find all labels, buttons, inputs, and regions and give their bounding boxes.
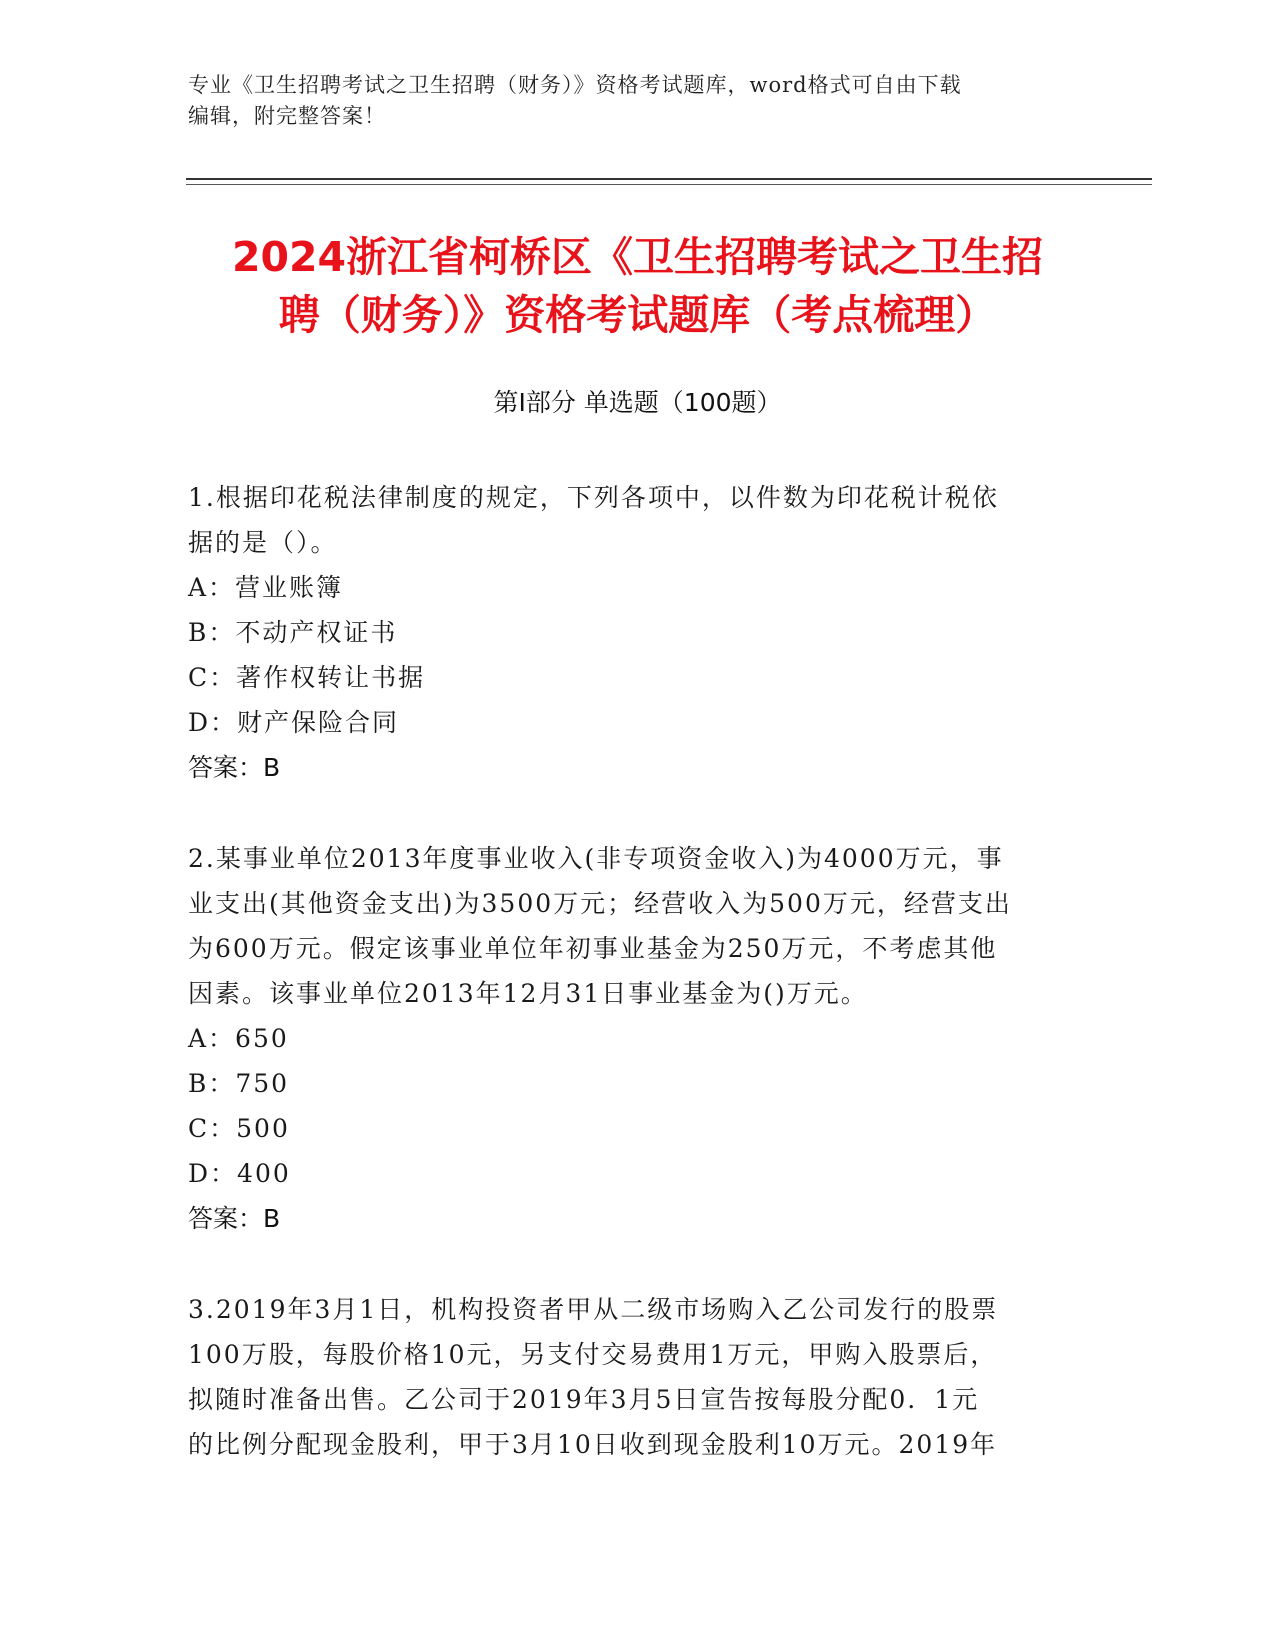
question-text-line: 2.某事业单位2013年度事业收入(非专项资金收入)为4000万元，事 xyxy=(188,844,1004,873)
question-2 xyxy=(188,836,1088,1241)
header-note xyxy=(188,70,1068,132)
question-1 xyxy=(188,475,1088,790)
option-d: D：400 xyxy=(188,1159,291,1188)
question-list xyxy=(188,475,1088,1513)
question-text-line: 为600万元。假定该事业单位年初事业基金为250万元，不考虑其他 xyxy=(188,934,998,963)
question-text-line: 100万股，每股价格10元，另支付交易费用1万元，甲购入股票后， xyxy=(188,1340,998,1369)
header-divider-thin xyxy=(186,184,1152,185)
question-text-line: 的比例分配现金股利，甲于3月10日收到现金股利10万元。2019年 xyxy=(188,1430,998,1459)
option-a: A：营业账簿 xyxy=(188,573,344,602)
header-note-line-1: 专业《卫生招聘考试之卫生招聘（财务）》资格考试题库，word格式可自由下载 xyxy=(188,73,962,97)
question-text-line: 3.2019年3月1日，机构投资者甲从二级市场购入乙公司发行的股票 xyxy=(188,1295,999,1324)
document-title xyxy=(160,228,1115,344)
question-text-line: 1.根据印花税法律制度的规定，下列各项中，以件数为印花税计税依 xyxy=(188,483,999,512)
option-c: C：500 xyxy=(188,1114,290,1143)
answer: 答案：B xyxy=(188,1204,281,1233)
option-d: D：财产保险合同 xyxy=(188,708,400,737)
header-note-line-2: 编辑，附完整答案！ xyxy=(188,104,386,128)
option-a: A：650 xyxy=(188,1024,289,1053)
question-text-line: 据的是（）。 xyxy=(188,528,338,557)
option-b: B：不动产权证书 xyxy=(188,618,398,647)
question-text-line: 业支出(其他资金支出)为3500万元；经营收入为500万元，经营支出 xyxy=(188,889,1012,918)
question-text-line: 因素。该事业单位2013年12月31日事业基金为()万元。 xyxy=(188,979,868,1008)
document-title-line-1: 2024浙江省柯桥区《卫生招聘考试之卫生招 xyxy=(231,233,1044,281)
option-b: B：750 xyxy=(188,1069,290,1098)
header-divider-thick xyxy=(186,178,1152,180)
answer: 答案：B xyxy=(188,753,281,782)
section-title: 第Ⅰ部分 单选题（100题） xyxy=(493,388,782,417)
question-text-line: 拟随时准备出售。乙公司于2019年3月5日宣告按每股分配0．1元 xyxy=(188,1385,980,1414)
question-3 xyxy=(188,1287,1088,1467)
option-c: C：著作权转让书据 xyxy=(188,663,426,692)
document-title-line-2: 聘（财务）》资格考试题库（考点梳理） xyxy=(278,291,997,339)
